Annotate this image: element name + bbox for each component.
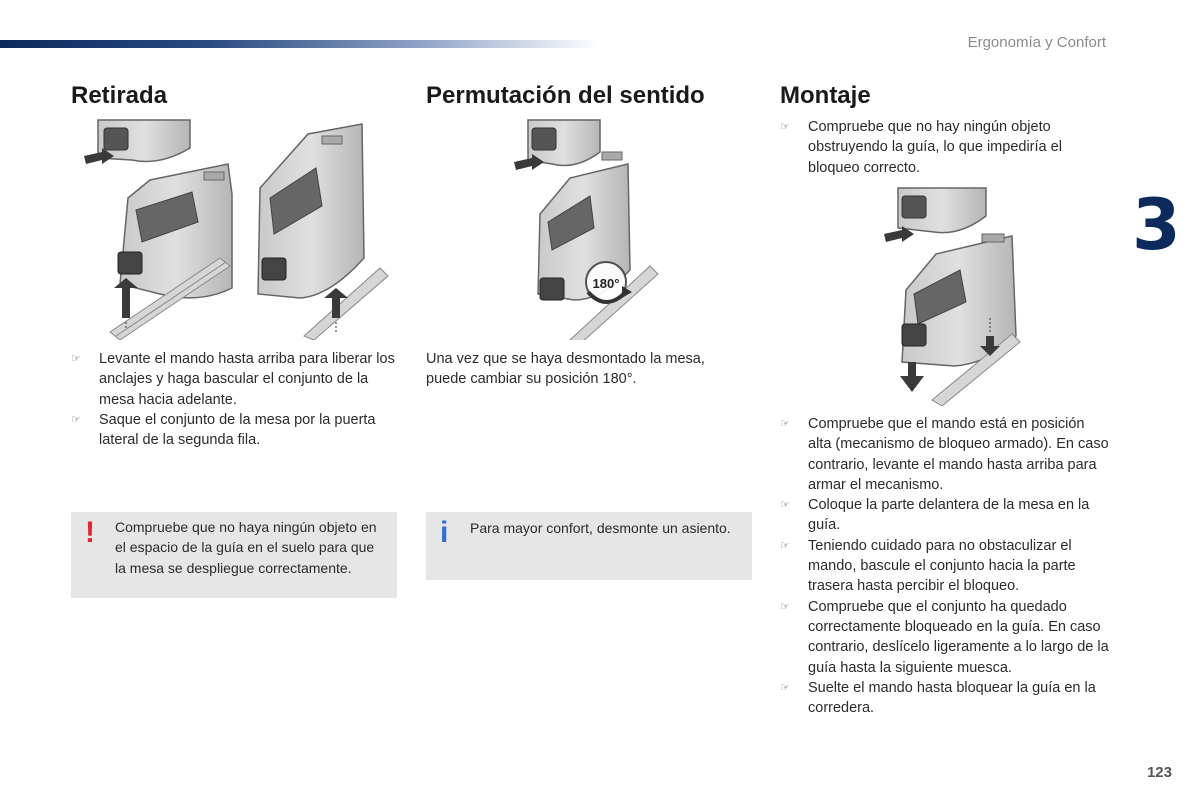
- rotation-label: 180°: [592, 276, 620, 291]
- bullet-hand-icon: ☞: [780, 539, 790, 552]
- bullet-hand-icon: ☞: [71, 413, 81, 426]
- info-text: Para mayor confort, desmonte un asiento.: [470, 520, 731, 536]
- list-item: [780, 678, 1110, 719]
- arrow-down-icon: [900, 362, 924, 392]
- section-title-permutacion: Permutación del sentido: [426, 82, 705, 109]
- bullet-hand-icon: ☞: [780, 600, 790, 613]
- list-item: [780, 495, 1110, 536]
- warning-box: [71, 512, 397, 598]
- info-icon: i: [440, 516, 449, 549]
- header-gradient-bar: [0, 40, 600, 48]
- list-item-text: Teniendo cuidado para no obstaculizar el mando, bascule el conjunto hacia la parte trasera hasta percibir el bloqueo.: [808, 537, 1076, 595]
- montaje-top-bullet: [780, 117, 1110, 178]
- list-item: [780, 597, 1110, 678]
- bullet-hand-icon: ☞: [780, 499, 790, 512]
- list-item-text: Compruebe que no hay ningún objeto obstruyendo la guía, lo que impediría el bloqueo correcto.: [808, 119, 1062, 176]
- bullet-hand-icon: ☞: [71, 353, 81, 365]
- list-item-text: Saque el conjunto de la mesa por la puerta lateral de la segunda fila.: [99, 411, 376, 449]
- montaje-bullet-list: [780, 414, 1110, 718]
- bullet-hand-icon: ☞: [780, 418, 790, 430]
- warning-icon: !: [85, 516, 95, 549]
- bullet-hand-icon: ☞: [780, 681, 790, 694]
- warning-text: Compruebe que no haya ningún objeto en el espacio de la guía en el suelo para que la mesa se despliegue correctamente.: [115, 519, 377, 576]
- info-box: [426, 512, 752, 580]
- bullet-hand-icon: ☞: [780, 121, 790, 133]
- permutacion-text: Una vez que se haya desmontado la mesa, puede cambiar su posición 180°.: [426, 351, 705, 388]
- list-item: [71, 349, 401, 410]
- list-item-text: Compruebe que el conjunto ha quedado correctamente bloqueado en la guía. En caso contrario, deslícelo ligeramente a lo largo de la guía hasta la siguiente muesca.: [808, 598, 1109, 676]
- chapter-number: 3: [1132, 184, 1181, 266]
- list-item: [71, 410, 401, 451]
- retirada-bullet-list: [71, 349, 401, 450]
- section-title-retirada: Retirada: [71, 82, 168, 109]
- chapter-title: Ergonomía y Confort: [967, 34, 1106, 51]
- permutacion-illustration: [510, 118, 660, 340]
- list-item: [780, 536, 1110, 597]
- list-item-text: Compruebe que el mando está en posición alta (mecanismo de bloqueo armado). En caso contrario, levante el mando hasta arriba para armar el mecanismo.: [808, 416, 1109, 493]
- list-item: [780, 414, 1110, 495]
- chapter-tab: [1122, 184, 1200, 270]
- retirada-illustration: [80, 118, 400, 340]
- page-number: 123: [1146, 764, 1172, 781]
- list-item-text: Levante el mando hasta arriba para liberar los anclajes y haga bascular el conjunto de la mesa hacia adelante.: [99, 351, 395, 408]
- list-item-text: Suelte el mando hasta bloquear la guía en la corredera.: [808, 679, 1096, 717]
- montaje-illustration: [878, 186, 1028, 406]
- list-item-text: Coloque la parte delantera de la mesa en la guía.: [808, 497, 1090, 534]
- section-title-montaje: Montaje: [780, 82, 871, 109]
- list-item: [780, 117, 1110, 178]
